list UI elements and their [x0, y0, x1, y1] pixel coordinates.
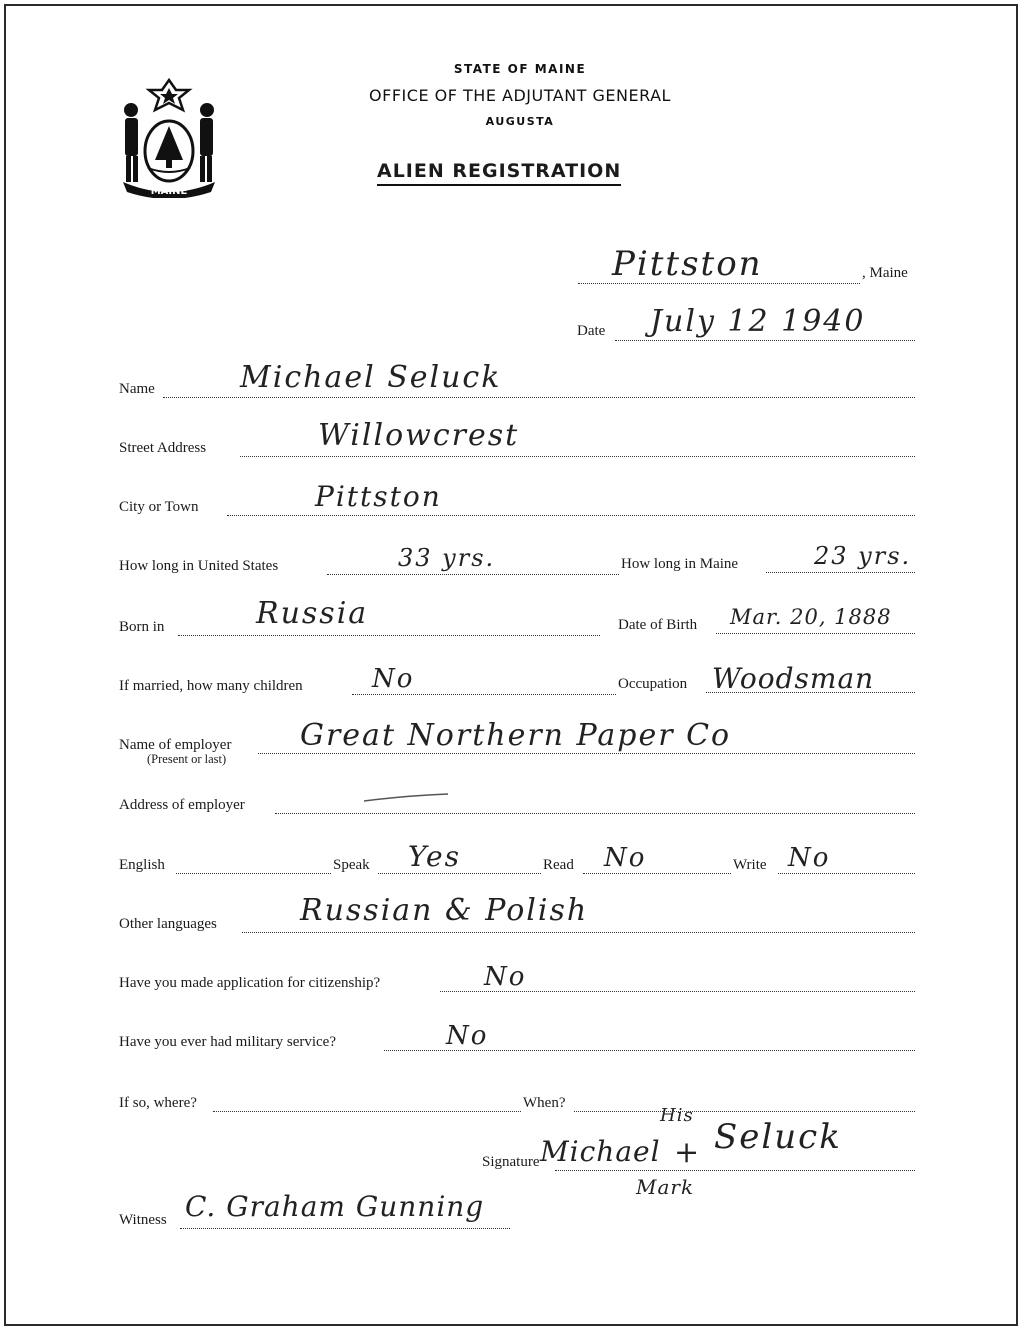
where-label: If so, where? — [119, 1095, 197, 1111]
street-line — [240, 456, 915, 457]
when-label: When? — [523, 1095, 566, 1111]
office-heading: OFFICE OF THE ADJUTANT GENERAL — [369, 86, 671, 105]
citizenship-label: Have you made application for citizenship? — [119, 975, 381, 991]
how-long-us-value: 33 yrs. — [398, 544, 496, 572]
form-title: ALIEN REGISTRATION — [377, 160, 621, 186]
maine-label: , Maine — [862, 265, 908, 281]
witness-line — [180, 1228, 510, 1229]
born-in-label: Born in — [119, 619, 165, 635]
date-label: Date — [577, 323, 606, 339]
signature-label: Signature — [482, 1154, 540, 1170]
how-long-maine-line — [766, 572, 915, 573]
how-long-maine-label: How long in Maine — [621, 556, 739, 572]
other-languages-line — [242, 932, 915, 933]
read-label: Read — [543, 857, 574, 873]
name-line — [163, 397, 915, 398]
city-label: City or Town — [119, 499, 199, 515]
signature-last-name: Seluck — [714, 1117, 842, 1157]
other-languages-label: Other languages — [119, 916, 217, 932]
name-value: Michael Seluck — [240, 360, 502, 395]
occupation-label: Occupation — [618, 676, 688, 692]
town-value: Pittston — [612, 244, 763, 284]
where-line — [213, 1111, 521, 1112]
speak-value: Yes — [408, 840, 461, 873]
state-heading: STATE OF MAINE — [453, 62, 587, 76]
street-value: Willowcrest — [318, 418, 520, 453]
street-label: Street Address — [119, 440, 207, 456]
children-value: No — [372, 664, 415, 694]
english-label: English — [119, 857, 165, 873]
witness-label: Witness — [119, 1212, 167, 1228]
employer-address-line — [275, 813, 915, 814]
signature-mark-cross: + — [674, 1135, 702, 1170]
write-value: No — [788, 843, 831, 873]
name-label: Name — [119, 381, 155, 397]
speak-label: Speak — [333, 857, 370, 873]
write-line — [778, 873, 915, 874]
employer-address-dash — [362, 792, 452, 804]
born-in-line — [178, 635, 600, 636]
signature-line — [555, 1170, 915, 1171]
dob-line — [716, 633, 915, 634]
dob-value: Mar. 20, 1888 — [730, 605, 892, 629]
when-line — [574, 1111, 915, 1112]
employer-value: Great Northern Paper Co — [300, 718, 732, 753]
citizenship-value: No — [484, 962, 527, 992]
city-value: Pittston — [315, 480, 442, 513]
read-line — [583, 873, 731, 874]
military-label: Have you ever had military service? — [119, 1034, 336, 1050]
english-line — [176, 873, 331, 874]
employer-line — [258, 753, 915, 754]
read-value: No — [604, 843, 647, 873]
date-value: July 12 1940 — [650, 304, 866, 339]
signature-first-name: Michael — [540, 1135, 661, 1168]
children-label: If married, how many children — [119, 678, 303, 694]
write-label: Write — [733, 857, 767, 873]
employer-sublabel: (Present or last) — [147, 752, 227, 766]
signature-his: His — [660, 1105, 694, 1126]
occupation-value: Woodsman — [712, 662, 875, 695]
maine-state-seal-icon — [115, 76, 223, 198]
signature-mark-word: Mark — [636, 1175, 695, 1199]
city-line — [227, 515, 915, 516]
date-line — [615, 340, 915, 341]
dob-label: Date of Birth — [618, 617, 698, 633]
employer-label: Name of employer — [119, 737, 232, 753]
witness-value: C. Graham Gunning — [185, 1190, 485, 1223]
city-heading: AUGUSTA — [485, 115, 555, 128]
military-value: No — [446, 1021, 489, 1051]
svg-text:MAINE: MAINE — [150, 186, 188, 197]
other-languages-value: Russian & Polish — [300, 893, 589, 928]
how-long-us-line — [327, 574, 619, 575]
how-long-us-label: How long in United States — [119, 558, 279, 574]
employer-address-label: Address of employer — [119, 797, 245, 813]
how-long-maine-value: 23 yrs. — [814, 542, 912, 570]
children-line — [352, 694, 616, 695]
speak-line — [378, 873, 541, 874]
born-in-value: Russia — [256, 596, 369, 631]
